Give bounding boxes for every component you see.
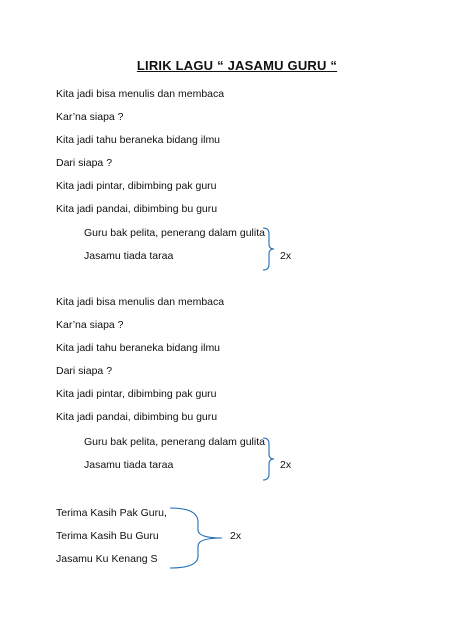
ending-line: Terima Kasih Pak Guru, <box>56 507 167 519</box>
lyric-line: Kita jadi bisa menulis dan membaca <box>56 296 225 308</box>
lyric-line: Kita jadi pandai, dibimbing bu guru <box>56 203 218 215</box>
chorus-line: Jasamu tiada taraa <box>84 459 174 471</box>
lyric-line: Kita jadi bisa menulis dan membaca <box>56 88 225 100</box>
lyric-line: Kita jadi pandai, dibimbing bu guru <box>56 411 218 423</box>
repeat-label: 2x <box>280 459 292 471</box>
chorus-line: Guru bak pelita, penerang dalam gulita <box>84 436 265 448</box>
page-title: LIRIK LAGU “ JASAMU GURU “ <box>136 58 338 73</box>
lyric-line: Kita jadi pintar, dibimbing pak guru <box>56 388 217 400</box>
lyric-line: Kar’na siapa ? <box>56 111 124 123</box>
chorus-line: Guru bak pelita, penerang dalam gulita <box>84 227 265 239</box>
right-brace-icon <box>168 506 226 570</box>
lyric-line: Kita jadi pintar, dibimbing pak guru <box>56 180 217 192</box>
lyric-line: Kita jadi tahu beraneka bidang ilmu <box>56 342 221 354</box>
lyric-line: Dari siapa ? <box>56 365 113 377</box>
repeat-label: 2x <box>280 250 292 262</box>
ending-line: Terima Kasih Bu Guru <box>56 530 159 542</box>
lyric-line: Kita jadi tahu beraneka bidang ilmu <box>56 134 221 146</box>
right-brace-icon <box>260 436 276 482</box>
chorus-line: Jasamu tiada taraa <box>84 250 174 262</box>
repeat-label: 2x <box>230 530 242 542</box>
right-brace-icon <box>260 226 276 272</box>
lyric-line: Dari siapa ? <box>56 157 113 169</box>
lyric-line: Kar’na siapa ? <box>56 319 124 331</box>
ending-line: Jasamu Ku Kenang S <box>56 553 158 565</box>
